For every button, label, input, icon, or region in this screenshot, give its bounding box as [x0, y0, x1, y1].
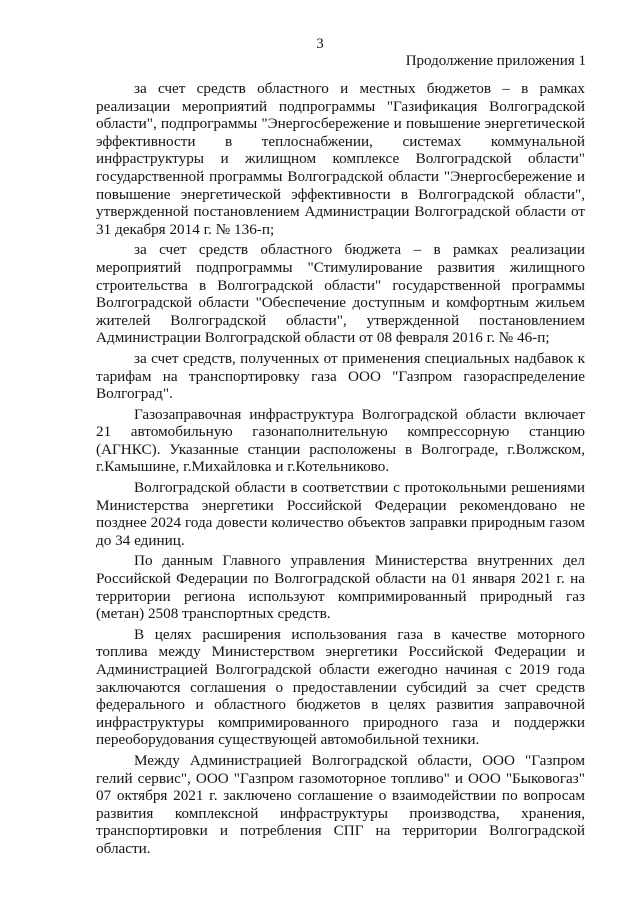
running-header: Продолжение приложения 1	[405, 53, 586, 69]
paragraph-subsidy-agreements: В целях расширения использования газа в качестве моторного топлива между Министерством энергетики Российской Федерации и Администрацией Волгоградской области ежегодно начиная с 2019 года заключаются соглашения о предоставлении субсидий за счет средств федерального и областного бюджетов в целях развития заправочной инфраструктуры компримированного природного газа и поддержки переоборудования существующей автомобильной техники.	[96, 625, 585, 749]
paragraph-lng-agreement: Между Администрацией Волгоградской области, ООО "Газпром гелий сервис", ООО "Газпром газомоторное топливо" и ООО "Быковогаз" 07 октября 2021 г. заключено соглашение о взаимодействии по вопросам развития комплексной инфраструктуры производства, хранения, транспортировки и потребления СПГ на территории Волгоградской области.	[96, 751, 585, 857]
paragraph-ministry-recommendation: Волгоградской области в соответствии с протокольными решениями Министерства энергетики Российской Федерации рекомендовано не позднее 2024 года довести количество объектов заправки природным газом до 34 единиц.	[96, 479, 585, 549]
paragraph-vehicle-statistics: По данным Главного управления Министерства внутренних дел Российской Федерации по Волгоградской области на 01 января 2021 г. на территории региона используют компримированный природный газ (метан) 2508 транспортных средств.	[96, 552, 585, 623]
paragraph-gas-filling-infrastructure: Газозаправочная инфраструктура Волгоградской области включает 21 автомобильную газонаполнительную компрессорную станцию (АГНКС). Указанные станции расположены в Волгограде, г.Волжском, г.Камышине, г.Михайловка и г.Котельниково.	[96, 405, 585, 476]
paragraph-funding-regional-housing: за счет средств областного бюджета – в рамках реализации мероприятий подпрограммы "Стимулирование развития жилищного строительства в Волгоградской области" государственной программы Волгоградской области "Обеспечение доступным и комфортным жильем жителей Волгоградской области", утвержденной постановлением Администрации Волгоградской области от 08 февраля 2016 г. № 46-п;	[96, 241, 585, 347]
paragraph-funding-tariff-surcharges: за счет средств, полученных от применения специальных надбавок к тарифам на транспортировку газа ООО "Газпром газораспределение Волгоград".	[96, 349, 585, 403]
page-number: 3	[316, 36, 324, 52]
paragraph-funding-regional-local: за счет средств областного и местных бюджетов – в рамках реализации мероприятий подпрограммы "Газификация Волгоградской области", подпрограммы "Энергосбережение и повышение энергетической эффективности в теплоснабжении, системах коммунальной инфраструктуры и жилищном комплексе Волгоградской области" государственной программы Волгоградской области "Энергосбережение и повышение энергетической эффективности в Волгоградской области", утвержденной постановлением Администрации Волгоградской области от 31 декабря 2014 г. № 136-п;	[96, 80, 585, 238]
document-body	[96, 80, 585, 861]
